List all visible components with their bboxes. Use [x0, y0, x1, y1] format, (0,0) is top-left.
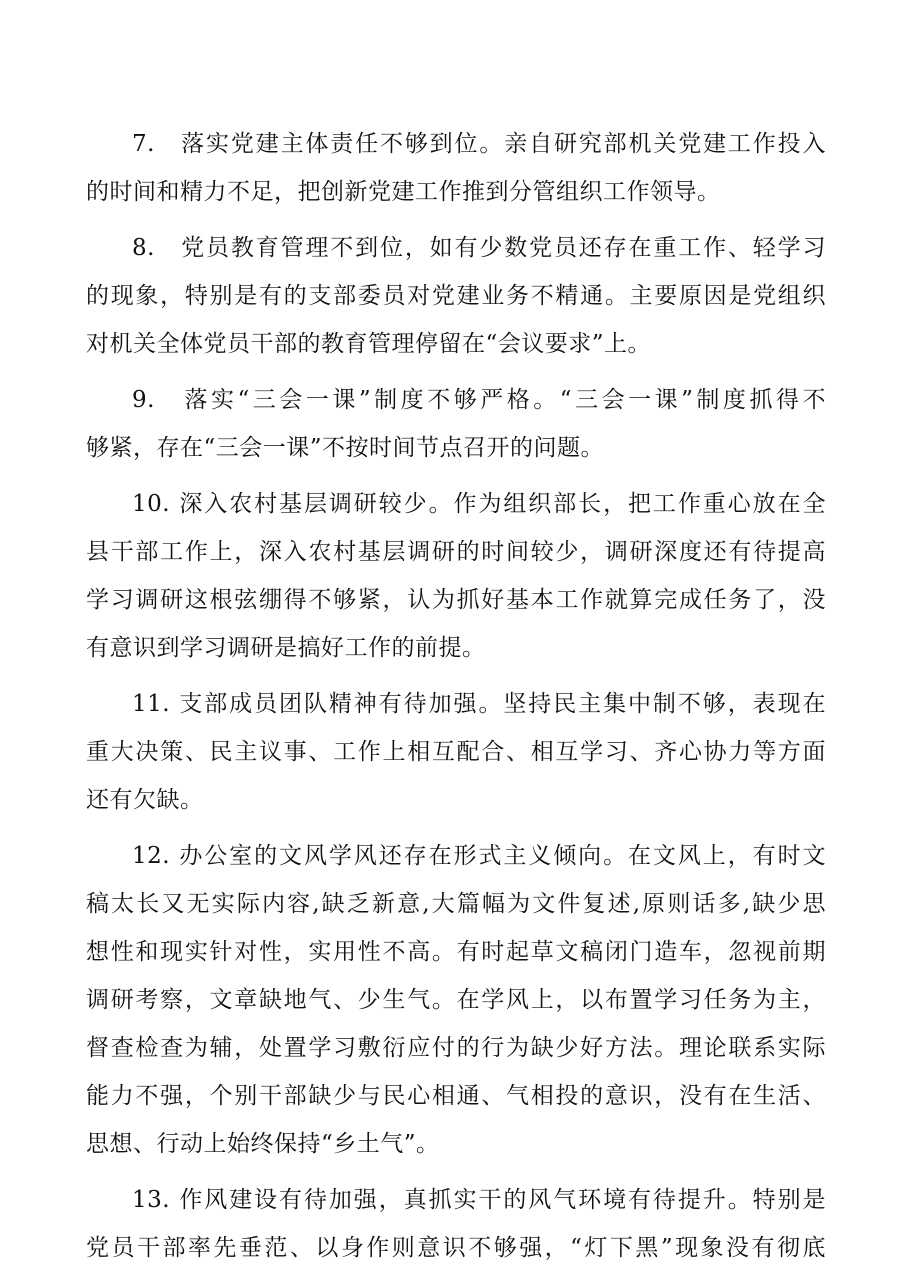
text-line: 11. 支部成员团队精神有待加强。坚持民主集中制不够，表现在 — [132, 691, 826, 717]
paragraph-12 — [86, 832, 826, 1168]
text-line: 的现象，特别是有的支部委员对党建业务不精通。主要原因是党组织 — [86, 283, 826, 309]
paragraph-11 — [86, 680, 826, 824]
text-line: 还有欠缺。 — [86, 787, 204, 813]
text-line: 能力不强，个别干部缺少与民心相通、气相投的意识，没有在生活、 — [86, 1083, 826, 1109]
text-line: 10. 深入农村基层调研较少。作为组织部长，把工作重心放在全 — [132, 491, 826, 517]
text-line: 学习调研这根弦绷得不够紧，认为抓好基本工作就算完成任务了，没 — [86, 587, 826, 613]
paragraph-10 — [86, 480, 826, 672]
text-line: 思想、行动上始终保持“乡土气”。 — [86, 1131, 440, 1157]
text-line: 12. 办公室的文风学风还存在形式主义倾向。在文风上，有时文 — [132, 843, 826, 869]
text-line: 调研考察，文章缺地气、少生气。在学风上，以布置学习任务为主， — [86, 987, 826, 1013]
text-line: 督查检查为辅，处置学习敷衍应付的行为缺少好方法。理论联系实际 — [86, 1035, 826, 1061]
text-line: 够紧，存在“三会一课”不按时间节点召开的问题。 — [86, 435, 605, 461]
paragraph-9 — [86, 376, 826, 472]
paragraph-13 — [86, 1176, 826, 1272]
text-line: 的时间和精力不足，把创新党建工作推到分管组织工作领导。 — [86, 179, 721, 205]
document-page — [86, 120, 826, 1280]
text-line: 想性和现实针对性，实用性不高。有时起草文稿闭门造车，忽视前期 — [86, 939, 826, 965]
paragraph-8 — [86, 224, 826, 368]
text-line: 重大决策、民主议事、工作上相互配合、相互学习、齐心协力等方面 — [86, 739, 826, 765]
text-line: 9. 落实“三会一课”制度不够严格。“三会一课”制度抓得不 — [132, 387, 826, 413]
text-line: 8. 党员教育管理不到位，如有少数党员还存在重工作、轻学习 — [132, 235, 826, 261]
text-line: 县干部工作上，深入农村基层调研的时间较少，调研深度还有待提高 — [86, 539, 826, 565]
text-line: 稿太长又无实际内容,缺乏新意,大篇幅为文件复述,原则话多,缺少思 — [86, 891, 826, 917]
text-line: 有意识到学习调研是搞好工作的前提。 — [86, 635, 486, 661]
text-line: 7. 落实党建主体责任不够到位。亲自研究部机关党建工作投入 — [132, 131, 826, 157]
paragraph-7 — [86, 120, 826, 216]
text-line: 13. 作风建设有待加强，真抓实干的风气环境有待提升。特别是 — [132, 1187, 826, 1213]
text-line: 对机关全体党员干部的教育管理停留在“会议要求”上。 — [86, 331, 652, 357]
text-line: 党员干部率先垂范、以身作则意识不够强，“灯下黑”现象没有彻底 — [86, 1235, 826, 1261]
